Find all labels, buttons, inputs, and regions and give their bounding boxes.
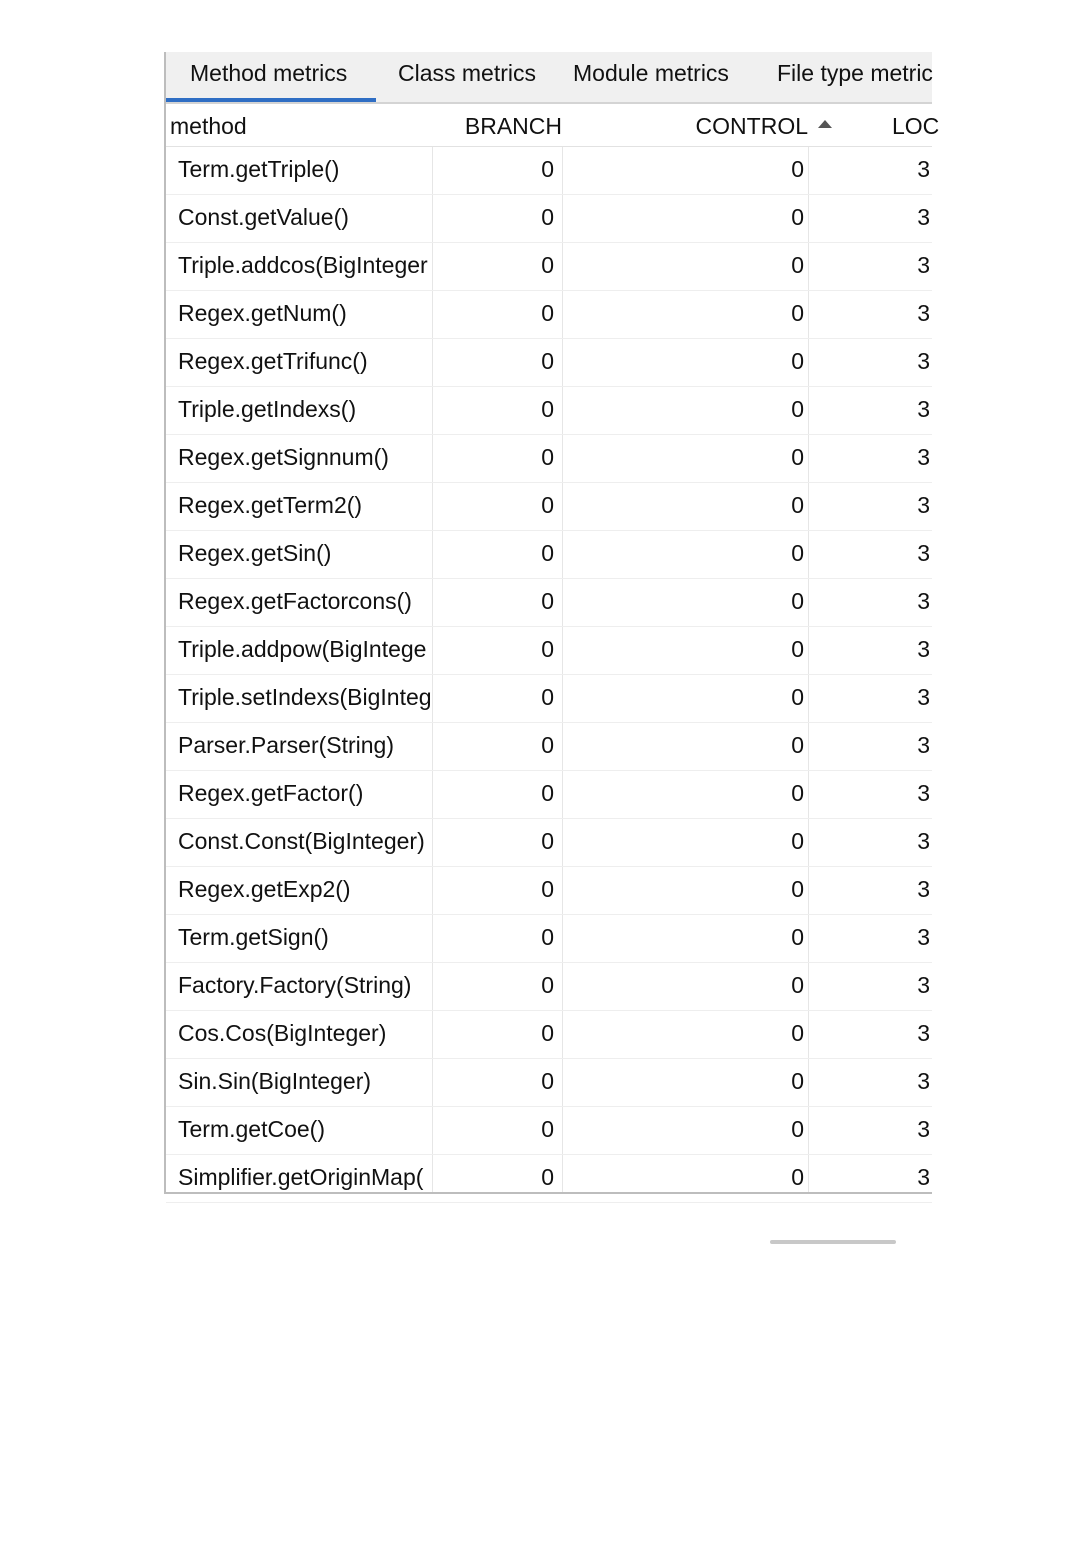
table-row[interactable] <box>166 338 932 387</box>
metrics-table <box>166 104 940 1192</box>
cell-method: Regex.getFactorcons() <box>178 588 412 614</box>
cell-method: Triple.getIndexs() <box>178 396 357 422</box>
table-row[interactable] <box>166 482 932 531</box>
cell-loc: 3 <box>917 252 930 278</box>
cell-method: Parser.Parser(String) <box>178 732 395 758</box>
cell-method: Simplifier.getOriginMap( <box>178 1164 424 1190</box>
table-row[interactable] <box>166 818 932 867</box>
cell-control: 0 <box>791 300 804 326</box>
cell-loc: 3 <box>917 972 930 998</box>
table-row[interactable] <box>166 1106 932 1155</box>
cell-control: 0 <box>791 1116 804 1142</box>
cell-control: 0 <box>791 348 804 374</box>
column-header-loc[interactable]: LOC <box>892 113 940 139</box>
cell-method: Regex.getTerm2() <box>178 492 363 518</box>
cell-control: 0 <box>791 636 804 662</box>
cell-branch: 0 <box>541 156 554 182</box>
cell-method: Sin.Sin(BigInteger) <box>178 1068 372 1094</box>
cell-branch: 0 <box>541 780 554 806</box>
table-row[interactable] <box>166 626 932 675</box>
cell-control: 0 <box>791 684 804 710</box>
cell-branch: 0 <box>541 252 554 278</box>
cell-control: 0 <box>791 156 804 182</box>
cell-branch: 0 <box>541 876 554 902</box>
cell-branch: 0 <box>541 1068 554 1094</box>
column-header-method[interactable]: method <box>170 113 247 139</box>
cell-loc: 3 <box>917 1116 930 1142</box>
cell-control: 0 <box>791 396 804 422</box>
cell-control: 0 <box>791 876 804 902</box>
metrics-tab-bar <box>166 52 932 104</box>
column-header-control[interactable]: CONTROL <box>695 113 808 139</box>
cell-loc: 3 <box>917 348 930 374</box>
cell-method: Triple.addcos(BigInteger <box>178 252 428 278</box>
cell-method: Term.getCoe() <box>178 1116 325 1142</box>
cell-branch: 0 <box>541 204 554 230</box>
column-header-branch[interactable]: BRANCH <box>464 113 562 139</box>
cell-branch: 0 <box>541 972 554 998</box>
table-row[interactable] <box>166 1010 932 1059</box>
cell-branch: 0 <box>541 396 554 422</box>
cell-method: Cos.Cos(BigInteger) <box>178 1020 387 1046</box>
cell-control: 0 <box>791 828 804 854</box>
table-row[interactable] <box>166 962 932 1011</box>
cell-loc: 3 <box>917 828 930 854</box>
cell-control: 0 <box>791 492 804 518</box>
table-row[interactable] <box>166 578 932 627</box>
table-row[interactable] <box>166 530 932 579</box>
cell-method: Const.Const(BigInteger) <box>178 828 425 854</box>
table-row[interactable] <box>166 770 932 819</box>
cell-branch: 0 <box>541 540 554 566</box>
table-row[interactable] <box>166 722 932 771</box>
cell-branch: 0 <box>541 636 554 662</box>
cell-method: Regex.getFactor() <box>178 780 364 806</box>
cell-control: 0 <box>791 252 804 278</box>
cell-control: 0 <box>791 1068 804 1094</box>
tab-method-metrics[interactable]: Method metrics <box>166 52 376 102</box>
cell-loc: 3 <box>917 636 930 662</box>
table-header <box>166 104 940 147</box>
table-row[interactable] <box>166 146 932 195</box>
cell-loc: 3 <box>917 684 930 710</box>
cell-loc: 3 <box>917 588 930 614</box>
cell-control: 0 <box>791 204 804 230</box>
cell-method: Regex.getSignnum() <box>178 444 389 470</box>
cell-branch: 0 <box>541 348 554 374</box>
cell-control: 0 <box>791 1020 804 1046</box>
cell-loc: 3 <box>917 300 930 326</box>
table-row[interactable] <box>166 1058 932 1107</box>
cell-method: Regex.getTrifunc() <box>178 348 368 374</box>
table-row[interactable] <box>166 290 932 339</box>
table-row[interactable] <box>166 866 932 915</box>
cell-loc: 3 <box>917 204 930 230</box>
metrics-panel <box>164 52 940 1194</box>
cell-branch: 0 <box>541 1020 554 1046</box>
cell-loc: 3 <box>917 924 930 950</box>
cell-loc: 3 <box>917 540 930 566</box>
cell-control: 0 <box>791 1164 804 1190</box>
cell-loc: 3 <box>917 396 930 422</box>
cell-method: Triple.setIndexs(BigInteg <box>178 684 432 710</box>
cell-loc: 3 <box>917 1020 930 1046</box>
cell-branch: 0 <box>541 492 554 518</box>
cell-branch: 0 <box>541 1116 554 1142</box>
table-row[interactable] <box>166 242 932 291</box>
cell-control: 0 <box>791 540 804 566</box>
horizontal-scrollbar[interactable] <box>770 1240 896 1244</box>
cell-method: Triple.addpow(BigIntege <box>178 636 427 662</box>
cell-method: Regex.getSin() <box>178 540 332 566</box>
tab-class-metrics[interactable]: Class metrics <box>398 60 537 86</box>
cell-loc: 3 <box>917 1164 930 1190</box>
cell-control: 0 <box>791 588 804 614</box>
cell-loc: 3 <box>917 492 930 518</box>
table-row[interactable] <box>166 1154 932 1203</box>
cell-loc: 3 <box>917 780 930 806</box>
table-row[interactable] <box>166 386 932 435</box>
table-row[interactable] <box>166 434 932 483</box>
cell-control: 0 <box>791 780 804 806</box>
cell-method: Term.getTriple() <box>178 156 340 182</box>
cell-branch: 0 <box>541 828 554 854</box>
cell-loc: 3 <box>917 1068 930 1094</box>
cell-branch: 0 <box>541 300 554 326</box>
cell-branch: 0 <box>541 1164 554 1190</box>
cell-method: Regex.getNum() <box>178 300 347 326</box>
cell-loc: 3 <box>917 444 930 470</box>
sort-ascending-icon[interactable] <box>818 120 832 128</box>
cell-control: 0 <box>791 732 804 758</box>
cell-method: Const.getValue() <box>178 204 349 230</box>
cell-method: Term.getSign() <box>178 924 329 950</box>
cell-branch: 0 <box>541 588 554 614</box>
table-row[interactable] <box>166 914 932 963</box>
tab-module-metrics[interactable]: Module metrics <box>573 60 729 86</box>
cell-method: Regex.getExp2() <box>178 876 351 902</box>
table-row[interactable] <box>166 194 932 243</box>
table-row[interactable] <box>166 674 932 723</box>
cell-branch: 0 <box>541 684 554 710</box>
cell-branch: 0 <box>541 444 554 470</box>
cell-control: 0 <box>791 444 804 470</box>
cell-control: 0 <box>791 924 804 950</box>
cell-loc: 3 <box>917 732 930 758</box>
cell-method: Factory.Factory(String) <box>178 972 412 998</box>
cell-branch: 0 <box>541 924 554 950</box>
cell-loc: 3 <box>917 876 930 902</box>
tab-file-type-metrics[interactable]: File type metric <box>777 60 933 86</box>
cell-loc: 3 <box>917 156 930 182</box>
cell-control: 0 <box>791 972 804 998</box>
cell-branch: 0 <box>541 732 554 758</box>
